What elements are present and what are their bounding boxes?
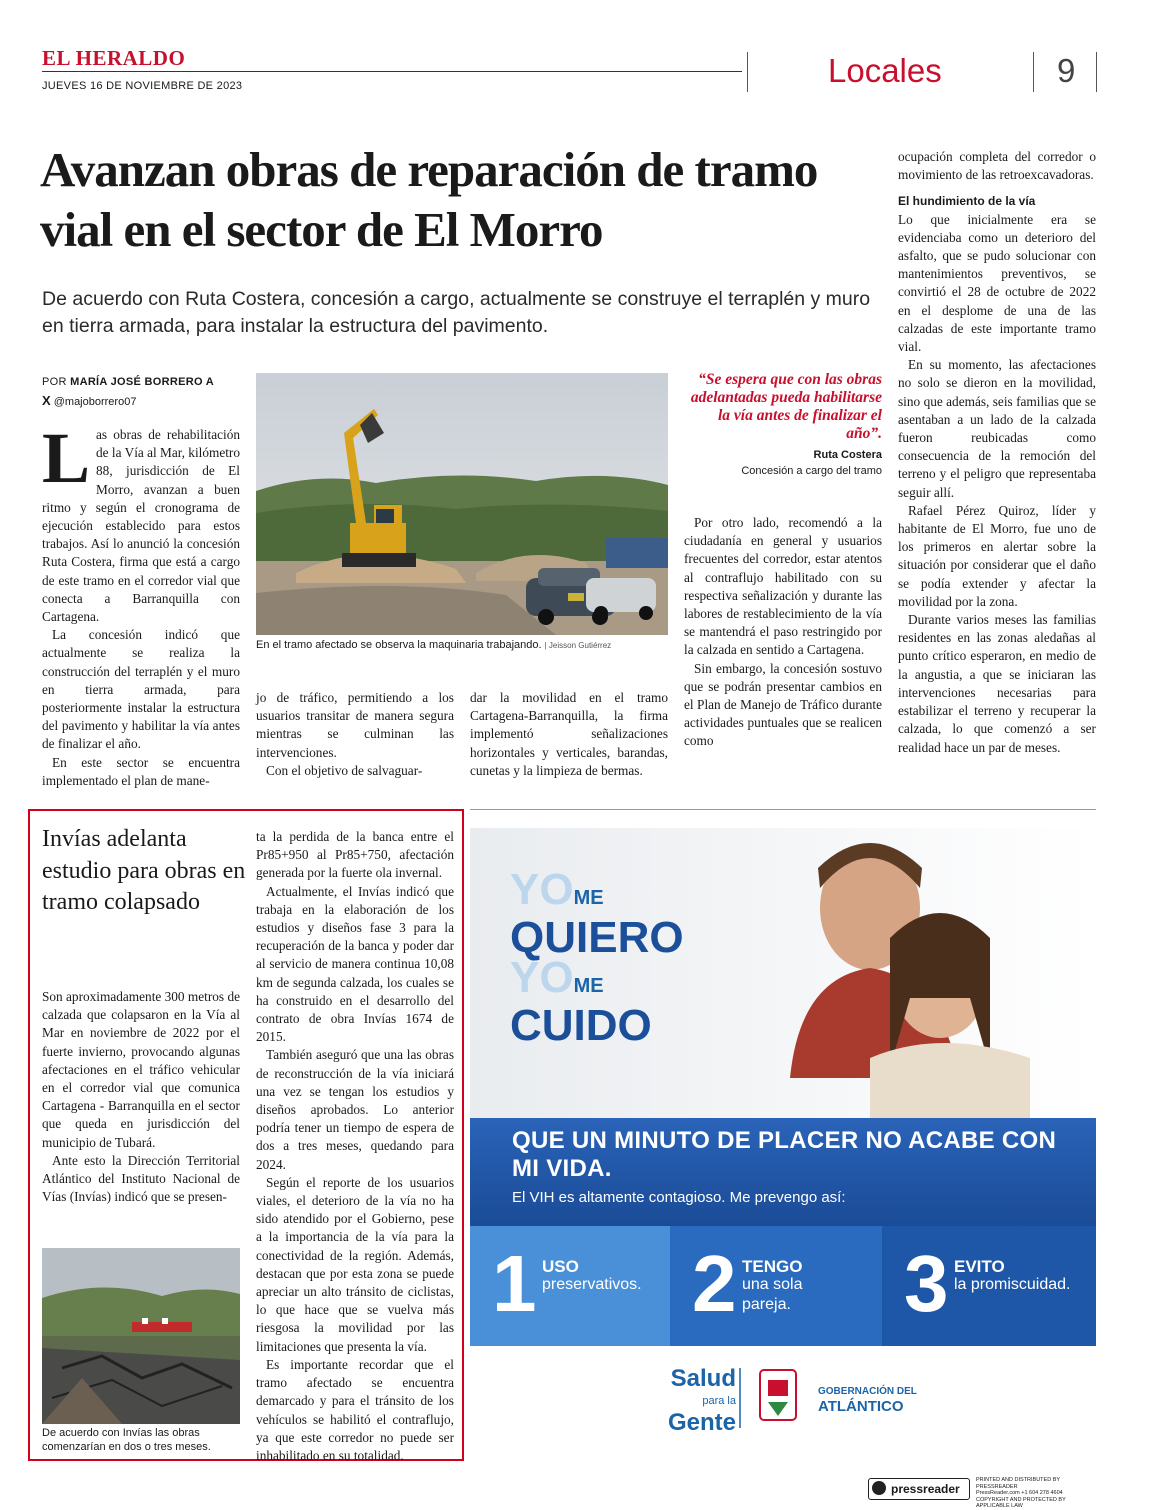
pr-line: COPYRIGHT AND PROTECTED BY APPLICABLE LAW — [976, 1496, 1066, 1509]
header-divider — [1033, 52, 1034, 92]
page-number: 9 — [1057, 52, 1076, 89]
sidebar-photo-collapsed-road — [42, 1248, 240, 1424]
caption-text: En el tramo afectado se observa la maquinaria trabajando. — [256, 639, 542, 651]
paragraph: Con el objetivo de salvaguar- — [266, 762, 423, 778]
paragraph: En su momento, las afectaciones no solo se dieron en la movilidad, sino que además, seis familias que se asentaban a un lado de la calzada fueron reubicadas como consecuencia de la remoción del terreno y el peligro que representaba seguir allí. — [898, 357, 1096, 500]
step-text: preservativos. — [542, 1276, 642, 1293]
byline — [42, 376, 214, 388]
paragraph: Rafael Pérez Quiroz, líder y habitante de El Morro, fue uno de los primeros en alertar sobre la situación por considerar que el daño se podía extender y afectar la movilidad por la zona. — [898, 502, 1096, 609]
logo-quiero: QUIERO — [510, 913, 684, 962]
gente-word: Gente — [667, 1409, 736, 1436]
ad-campaign-logo — [510, 865, 684, 1050]
sidebar-article-title: Invías adelanta estudio para obras en tramo colapsado — [42, 826, 246, 915]
paragraph: Lo que inicialmente era se evidenciaba como un deterioro del asfalto, que se pudo solucionar con mantenimientos preventivos, se convirtió el 28 de octubre de 2022 en el desplome de una de las calzadas de este importante tramo vial. — [898, 211, 1096, 355]
paragraph: Son aproximadamente 300 metros de calzada que colapsaron en la Vía al Mar en noviembre de 2022 por el fuerte invierno, provocando algunas afectaciones en el tráfico vehicular en el corredor vial que comunica Cartagena - Barranquilla en el sector que queda en jurisdicción del municipio de Tubará. — [42, 989, 240, 1150]
atlantico-label: ATLÁNTICO — [818, 1398, 904, 1415]
pull-quote: “Se espera que con las obras adelantadas pueda habilitarse la vía antes de finalizar el año”. — [690, 371, 882, 442]
step-number: 2 — [692, 1239, 737, 1328]
pressreader-wordmark: pressreader — [891, 1482, 960, 1496]
article-headline: Avanzan obras de reparación de tramo vial en el sector de El Morro — [40, 142, 818, 257]
social-handle[interactable] — [42, 393, 136, 408]
step-title: TENGO — [742, 1257, 803, 1276]
paragraph: Según el reporte de los usuarios viales, el deterioro de la vía no ha sido atendido por el Gobierno, pese a la importancia de la vía para la conectividad de la región. Además, destacan que por esta zona se puede apreciar un alto tránsito de ciclistas, lo que hace que se vuelva más riesgosa la movilidad por las limitaciones que presenta la vía. — [256, 1174, 454, 1354]
paragraph: Actualmente, el Invías indicó que trabaja en la elaboración de los estudios y diseños fase 3 para la recuperación de la banca y poder dar al servicio de manera continua 10,08 km de segunda calzada, los cuales se ha construido en el desarrollo del contrato de obra Invías 1674 de 2015. — [256, 883, 454, 1045]
masthead-logo: EL HERALDO — [42, 46, 186, 70]
paragraph: dar la movilidad en el tramo Cartagena-Barranquilla, la firma implementó señalizaciones horizontales y verticales, barandas, cunetas y la limpieza de bermas. — [470, 690, 668, 778]
salud-word: Salud — [670, 1365, 736, 1392]
article-column-2 — [256, 689, 454, 780]
article-deck: De acuerdo con Ruta Costera, concesión a cargo, actualmente se construye el terraplén y muro en tierra armada, para instalar la estructura del pavimento. — [42, 288, 871, 337]
paragraph: jo de tráfico, permitiendo a los usuarios transitar de manera segura mientras se culminan las intervenciones. — [256, 690, 454, 760]
sidebar-column-2 — [256, 828, 454, 1465]
paragraph: as obras de rehabilitación de la Vía al Mar, kilómetro 88, jurisdicción de El Morro, avanzan a buen ritmo y según el cronograma de ejecución establecido para estos trabajos. Así lo anunció la concesión Ruta Costera, firma que está a cargo de este tramo en el corredor vial que conecta a Barranquilla con Cartagena. — [42, 427, 240, 625]
logo-yo: YO — [510, 953, 574, 1002]
quote-role: Concesión a cargo del tramo — [741, 465, 882, 477]
ad-headline: QUE UN MINUTO DE PLACER NO ACABE CON MI VIDA. — [512, 1127, 1057, 1182]
logo-me: ME — [573, 975, 604, 997]
ad-step-2 — [670, 1225, 882, 1345]
subheading: El hundimiento de la vía — [898, 194, 1036, 209]
pressreader-notice — [976, 1477, 1098, 1510]
paragraph: Por otro lado, recomendó a la ciudadanía en general y usuarios frecuentes del corredor, estar atentos al contraflujo habilitado con su respectiva señalización y durante las labores de restablecimiento de la vía se mantendrá el paso restringido por la calzada en sentido a Cartagena. — [684, 515, 882, 658]
step-text: la promiscuidad. — [954, 1276, 1071, 1293]
logo-me: ME — [573, 887, 604, 909]
excavator-photo-illustration — [256, 373, 668, 635]
step-number: 1 — [492, 1239, 537, 1328]
paragraph: Durante varios meses las familias residentes en las zonas aledañas al punto crítico esperaron, en medio de la angustia, a que se iniciaran las intervenciones necesarias para estabilizar el terreno y recuperar la calzada, lo que comenzó a ser realidad hace un par de meses. — [898, 612, 1096, 755]
quote-author: Ruta Costera — [813, 449, 882, 461]
ad-subheadline: El VIH es altamente contagioso. Me prevengo así: — [512, 1189, 846, 1206]
drop-cap: L — [42, 418, 91, 498]
section-name: Locales — [828, 52, 942, 89]
header-rule — [42, 71, 742, 72]
pressreader-icon — [872, 1481, 886, 1495]
paragraph: La concesión indicó que actualmente se realiza la construcción del terraplén y el muro en tierra armada, para posteriormente instalar la estructura del pavimento y habilitar la vía antes de finalizar el año. — [42, 627, 240, 752]
sidebar-column-1 — [42, 988, 240, 1206]
ad-step-3 — [882, 1225, 1096, 1345]
handle-text: @majoborrero07 — [53, 396, 137, 408]
header-divider — [747, 52, 748, 92]
article-photo-excavator — [256, 373, 668, 635]
step-title: USO — [542, 1257, 579, 1276]
article-column-4 — [684, 514, 882, 751]
paragraph: En este sector se encuentra implementado el plan de mane- — [42, 754, 240, 788]
sidebar-photo-caption: De acuerdo con Invías las obras comenzarían en dos o tres meses. — [42, 1427, 211, 1453]
logo-yo: YO — [510, 865, 574, 914]
step-text: una sola pareja. — [742, 1276, 803, 1313]
byline-prefix: POR — [42, 376, 67, 388]
step-title: EVITO — [954, 1257, 1005, 1276]
photo-credit: | Jeisson Gutiérrez — [544, 641, 612, 650]
paragraph: También aseguró que una las obras de reconstrucción de la vía iniciará una vez se tengan los estudios y diseños aprobados. Lo anterior podría tener un tiempo de espera de dos a tres meses, quedando para 2024. — [256, 1047, 454, 1172]
logo-cuido: CUIDO — [510, 1001, 652, 1050]
header-divider — [1096, 52, 1097, 92]
pressreader-logo[interactable] — [868, 1478, 970, 1500]
publication-date: JUEVES 16 DE NOVIEMBRE DE 2023 — [42, 80, 243, 92]
paragraph: ta la perdida de la banca entre el Pr85+950 al Pr85+750, afectación generada por la fuerte ola invernal. — [256, 829, 454, 881]
photo-caption — [256, 639, 668, 651]
paragraph: Ante esto la Dirección Territorial Atlántico del Instituto Nacional de Vías (Invías) indicó que se presen- — [42, 1152, 240, 1205]
pr-line: PressReader.com +1 604 278 4604 — [976, 1490, 1063, 1496]
para-la-word: para la — [702, 1395, 736, 1407]
salud-para-la-gente-logo — [652, 1365, 736, 1436]
ad-top-rule — [470, 809, 1096, 810]
collapsed-road-photo-illustration — [42, 1248, 240, 1424]
article-column-5 — [898, 148, 1096, 757]
step-number: 3 — [904, 1239, 949, 1328]
ad-step-1 — [470, 1225, 670, 1345]
x-logo-icon: X — [42, 393, 51, 408]
byline-author: MARÍA JOSÉ BORRERO A — [70, 376, 215, 388]
article-column-3 — [470, 689, 668, 780]
pr-line: PRINTED AND DISTRIBUTED BY PRESSREADER — [976, 1477, 1060, 1490]
paragraph: ocupación completa del corredor o movimiento de las retroexcavadoras. — [898, 149, 1096, 183]
paragraph: Sin embargo, la concesión sostuvo que se podrán presentar cambios en el Plan de Manejo de Tráfico durante actividades puntuales que se realicen como — [684, 660, 882, 749]
article-column-1 — [42, 418, 240, 790]
paragraph: Es importante recordar que el tramo afectado se encuentra demarcado y para el tránsito de los vehículos se habilitó el contraflujo, ya que este corredor no puede ser inhabilitado en su totalidad. — [256, 1356, 454, 1463]
gobernacion-label: GOBERNACIÓN DEL — [818, 1386, 917, 1397]
